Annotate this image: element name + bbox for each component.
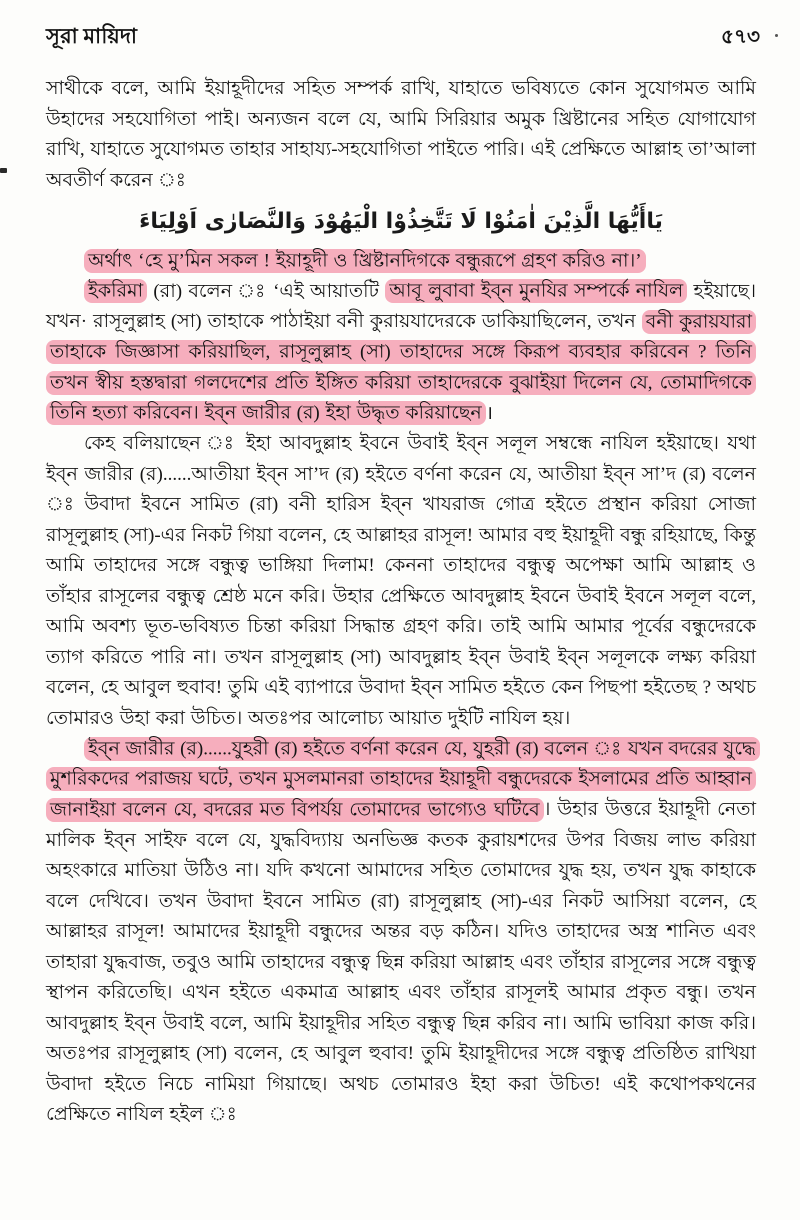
text-run: । bbox=[485, 402, 493, 424]
arabic-verse: يَاأَيُّهَا الَّذِيْنَ اٰمَنُوْا لَا تَتَّخِذُوْا الْيَهُوْدَ وَالنَّصَارٰى اَوْلِيَاءَ bbox=[139, 209, 663, 234]
paragraph-ikrima-narration bbox=[46, 277, 756, 430]
section-title: সূরা মায়িদা bbox=[46, 24, 138, 48]
page-header bbox=[46, 20, 760, 55]
paragraph-ibn-ubai-narration bbox=[46, 429, 756, 734]
text-run: (রা) বলেন ঃ ‘এই আয়াতটি bbox=[147, 280, 386, 302]
highlighted-text: অর্থাৎ ‘হে মু’মিন সকল ! ইয়াহূদী ও খ্রিষ্টানদিগকে বন্ধুরূপে গ্রহণ করিও না।’ bbox=[84, 249, 646, 273]
paragraph-continuation bbox=[46, 74, 756, 196]
highlighted-text: ইব্‌ন জারীর (র)......যুহরী (র) হইতে বর্ণনা করেন যে, যুহরী (র) বলেন ঃ যখন বদরের যুদ্ধে মুশরিকদের পরাজয় ঘটে, তখন মুসলমানরা তাহাদের ইয়াহূদী বন্ধুদেরকে ইসলামের প্রতি আহ্বান জানাইয়া বলেন যে, বদরের মত বিপর্যয় তোমাদের ভাগ্যেও ঘটিবে bbox=[46, 737, 760, 822]
paragraph-translation bbox=[46, 246, 756, 277]
scan-artifact-dot bbox=[775, 34, 778, 37]
text-run: হইয়াছে। যখন· রাসূলুল্লাহ (সা) তাহাকে পাঠাইয়া বনী কুরায়যাদেরকে ডাকিয়াছিলেন, তখন bbox=[46, 280, 756, 332]
text-run: কেহ বলিয়াছেন ঃ ইহা আবদুল্লাহ ইবনে উবাই ইব্‌ন সলূল সম্বন্ধে নাযিল হইয়াছে। যথা ইব্‌ন জারীর (র)......আতীয়া ইব্‌ন সা’দ (র) হইতে বর্ণনা করেন যে, আতীয়া ইব্‌ন সা’দ (র) বলেন ঃ উবাদা ইবনে সামিত (রা) বনী হারিস ইব্‌ন খাযরাজ গোত্র হইতে প্রস্থান করিয়া সোজা রাসূলুল্লাহ (সা)-এর নিকট গিয়া বলেন, হে আল্লাহর রাসূল! আমার বহু ইয়াহূদী বন্ধু রহিয়াছে, কিন্তু আমি তাহাদের সঙ্গে বন্ধুত্ব ভাঙ্গিয়া দিলাম! কেননা তাহাদের বন্ধুত্ব অপেক্ষা আমি আল্লাহ ও তাঁহার রাসূলের বন্ধুত্ব শ্রেষ্ঠ মনে করি। উহার প্রেক্ষিতে আবদুল্লাহ ইবনে উবাই ইবনে সলূল বলে, আমি অবশ্য ভূত-ভবিষ্যত চিন্তা করিয়া সিদ্ধান্ত গ্রহণ করি। তাই আমি আমার পূর্বের বন্ধুদেরকে ত্যাগ করিতে পারি না। তখন রাসূলুল্লাহ (সা) আবদুল্লাহ ইব্‌ন উবাই ইব্‌ন সলূলকে লক্ষ্য করিয়া বলেন, হে আবুল হুবাব! তুমি এই ব্যাপারে উবাদা ইব্‌ন সামিত হইতে কেন পিছপা হইতেছ ? অথচ তোমারও উহা করা উচিত। অতঃপর আলোচ্য আয়াত দুইটি নাযিল হয়। bbox=[46, 433, 756, 729]
paragraph-ibn-jarir-badr-narration bbox=[46, 734, 756, 1131]
highlighted-text: বনী কুরায়যারা তাহাকে জিজ্ঞাসা করিয়াছিল, রাসূলুল্লাহ (সা) তাহাদের সঙ্গে কিরূপ ব্যবহার করিবেন ? তিনি তখন স্বীয় হস্তদ্বারা গলদেশের প্রতি ইঙ্গিত করিয়া তাহাদেরকে বুঝাইয়া দিলেন যে, তোমাদিগকে তিনি হত্যা করিবেন। ইব্‌ন জারীর (র) ইহা উদ্ধৃত করিয়াছেন bbox=[46, 310, 756, 426]
scan-artifact-dash bbox=[0, 168, 7, 173]
text-run: । উহার উত্তরে ইয়াহূদী নেতা মালিক ইব্‌ন সাইফ বলে যে, যুদ্ধবিদ্যায় অনভিজ্ঞ কতক কুরায়শদের উপর বিজয় লাভ করিয়া অহংকারে মাতিয়া উঠিও না। যদি কখনো আমাদের সহিত তোমাদের যুদ্ধ হয়, তখন যুদ্ধ কাহাকে বলে দেখিবে। তখন উবাদা ইবনে সামিত (রা) রাসূলুল্লাহ (সা)-এর নিকট আসিয়া বলেন, হে আল্লাহর রাসূল! আমাদের ইয়াহূদী বন্ধুদের অন্তর বড় কঠিন। যদিও তাহাদের অস্ত্র শানিত এবং তাহারা যুদ্ধবাজ, তবুও আমি তাহাদের বন্ধুত্ব ছিন্ন করিয়া আল্লাহ এবং তাঁহার রাসূলের সঙ্গে বন্ধুত্ব স্থাপন করিতেছি। এখন হইতে একমাত্র আল্লাহ এবং তাঁহার রাসূলই আমার প্রকৃত বন্ধু। তখন আবদুল্লাহ ইব্‌ন উবাই বলে, আমি ইয়াহূদীর সহিত বন্ধুত্ব ছিন্ন করিব না। আমি ভাবিয়া কাজ করি। অতঃপর রাসূলুল্লাহ (সা) বলেন, হে আবুল হুবাব! তুমি ইয়াহূদীদের সঙ্গে বন্ধুত্ব প্রতিষ্ঠিত রাখিয়া উবাদা হইতে নিচে নামিয়া গিয়াছে। অথচ তোমারও ইহা করা উচিত! এই কথোপকথনের প্রেক্ষিতে নাযিল হইল ঃ bbox=[46, 799, 756, 1125]
highlighted-text: আবূ লুবাবা ইব্‌ন মুনযির সম্পর্কে নাযিল bbox=[385, 279, 687, 303]
page-body bbox=[46, 74, 756, 1131]
text-run: সাথীকে বলে, আমি ইয়াহূদীদের সহিত সম্পর্ক রাখি, যাহাতে ভবিষ্যতে কোন সুযোগমত আমি উহাদের সহযোগিতা পাই। অন্যজন বলে যে, আমি সিরিয়ার অমুক খ্রিষ্টানের সহিত যোগাযোগ রাখি, যাহাতে সুযোগমত তাহার সাহায্য-সহযোগিতা পাইতে পারি। এই প্রেক্ষিতে আল্লাহ তা’আলা অবতীর্ণ করেন ঃ bbox=[46, 78, 756, 191]
page-number: ৫৭৩ bbox=[721, 26, 760, 48]
highlighted-text: ইকরিমা bbox=[84, 279, 147, 303]
